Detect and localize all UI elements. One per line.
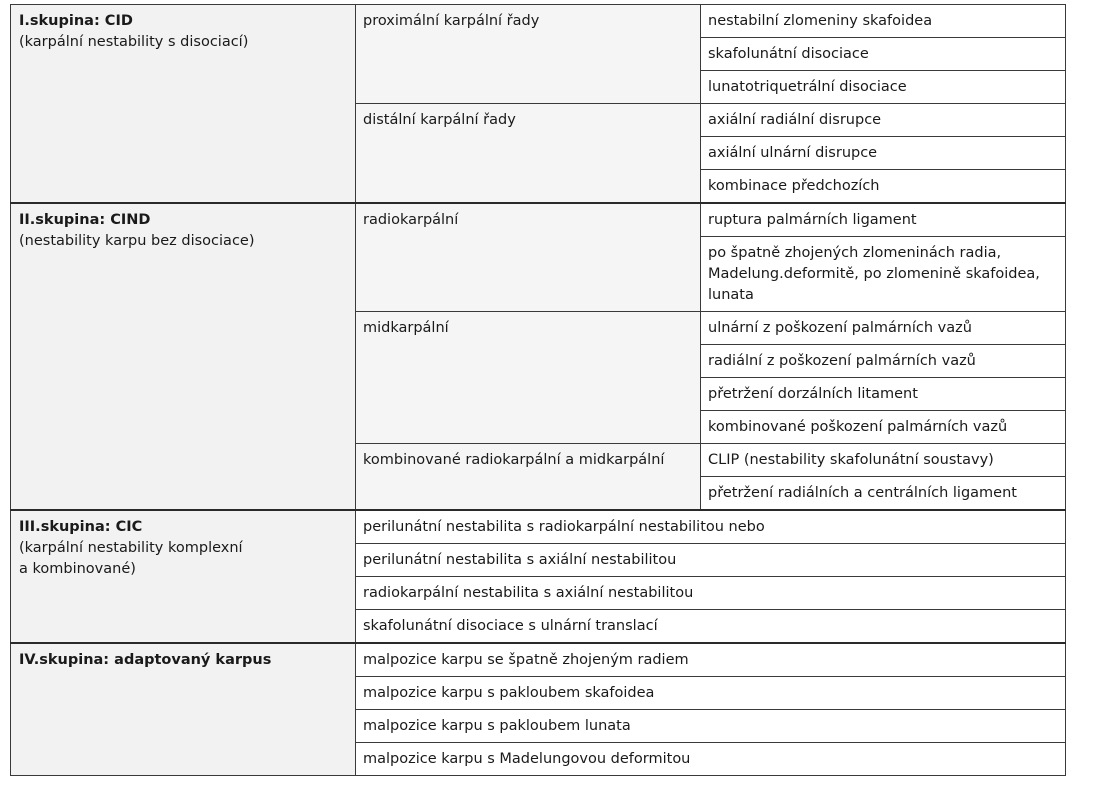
subgroup-cell: midkarpální: [356, 312, 701, 444]
item-cell: kombinované poškození palmárních vazů: [701, 411, 1066, 444]
subgroup-cell: proximální karpální řady: [356, 5, 701, 104]
item-cell: lunatotriquetrální disociace: [701, 71, 1066, 104]
item-cell: malpozice karpu s Madelungovou deformitou: [356, 743, 1066, 776]
group-cell: [11, 510, 356, 643]
subgroup-cell: distální karpální řady: [356, 104, 701, 204]
table-row: [11, 510, 1066, 544]
table-row: [11, 5, 1066, 38]
item-cell: přetržení radiálních a centrálních ligament: [701, 477, 1066, 511]
item-cell: axiální ulnární disrupce: [701, 137, 1066, 170]
item-cell: perilunátní nestabilita s radiokarpální nestabilitou nebo: [356, 510, 1066, 544]
item-cell: axiální radiální disrupce: [701, 104, 1066, 137]
group-title: III.skupina: CIC: [19, 519, 143, 535]
item-cell: skafolunátní disociace s ulnární translací: [356, 610, 1066, 644]
subgroup-cell: radiokarpální: [356, 203, 701, 312]
group-title: IV.skupina: adaptovaný karpus: [19, 652, 272, 668]
group-cell: [11, 5, 356, 204]
group-cell: [11, 203, 356, 510]
item-cell: perilunátní nestabilita s axiální nestabilitou: [356, 544, 1066, 577]
item-cell: radiokarpální nestabilita s axiální nestabilitou: [356, 577, 1066, 610]
item-cell: malpozice karpu s pakloubem lunata: [356, 710, 1066, 743]
subgroup-cell: kombinované radiokarpální a midkarpální: [356, 444, 701, 511]
item-cell: po špatně zhojených zlomeninách radia, Madelung.deformitě, po zlomenině skafoidea, lunata: [701, 237, 1066, 312]
group-description: (karpální nestability komplexní: [19, 540, 243, 556]
table-row: [11, 643, 1066, 677]
group-description: a kombinované): [19, 561, 136, 577]
item-cell: ulnární z poškození palmárních vazů: [701, 312, 1066, 345]
group-description: (nestability karpu bez disociace): [19, 233, 255, 249]
group-title: I.skupina: CID: [19, 13, 133, 29]
item-cell: radiální z poškození palmárních vazů: [701, 345, 1066, 378]
item-cell: kombinace předchozích: [701, 170, 1066, 204]
item-cell: přetržení dorzálních litament: [701, 378, 1066, 411]
classification-table: [10, 4, 1066, 776]
group-cell: [11, 643, 356, 776]
item-cell: CLIP (nestability skafolunátní soustavy): [701, 444, 1066, 477]
group-title: II.skupina: CIND: [19, 212, 151, 228]
item-cell: malpozice karpu s pakloubem skafoidea: [356, 677, 1066, 710]
table-row: [11, 203, 1066, 237]
item-cell: nestabilní zlomeniny skafoidea: [701, 5, 1066, 38]
item-cell: ruptura palmárních ligament: [701, 203, 1066, 237]
item-cell: malpozice karpu se špatně zhojeným radiem: [356, 643, 1066, 677]
group-description: (karpální nestability s disociací): [19, 34, 249, 50]
item-cell: skafolunátní disociace: [701, 38, 1066, 71]
